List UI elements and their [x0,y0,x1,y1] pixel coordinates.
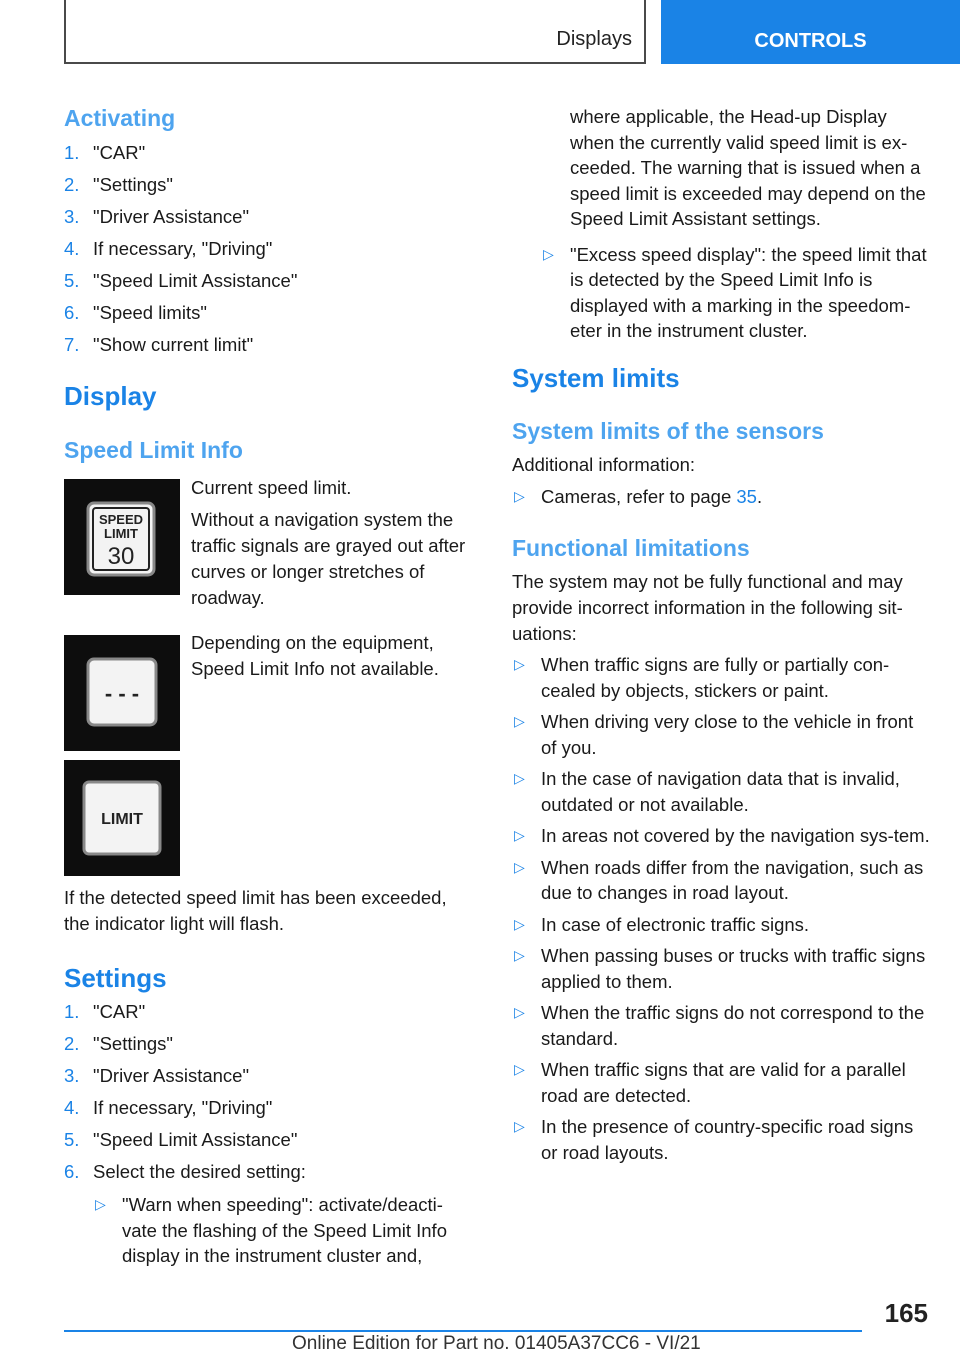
header-section-title: Displays [556,28,632,50]
list-item: 2. "Settings" [64,1033,173,1054]
current-limit-text: Current speed limit. [191,477,352,498]
list-item: ▷ When traffic signs are fully or partially con-cealed by objects, stickers or paint. [514,654,890,701]
triangle-bullet-icon: ▷ [514,713,525,729]
activating-steps [64,137,474,361]
speed-limit-30-sign-image [64,479,180,595]
functional-limitations-heading: Functional limitations [512,535,750,561]
list-item: ▷ When the traffic signs do not correspond to the standard. [514,1002,925,1049]
settings-suboptions [93,1192,475,1275]
list-item: ▷ "Warn when speeding": activate/deacti-vate the flashing of the Speed Limit Info display in the instrument cluster and, [95,1194,447,1266]
nav-note-text: Without a navigation system the traffic signals are grayed out after curves or longer stretches of roadway. [191,509,466,608]
speed-limit-info-heading: Speed Limit Info [64,437,243,463]
page-number: 165 [884,1298,928,1328]
sign-limit-text: LIMIT [104,526,138,541]
list-item: 7. "Show current limit" [64,334,254,355]
list-item: ▷ When roads differ from the navigation, such as due to changes in road layout. [514,856,924,903]
system-limits-heading: System limits [512,363,680,393]
list-item: 2. "Settings" [64,174,173,195]
settings-heading: Settings [64,963,167,993]
triangle-bullet-icon: ▷ [514,858,525,875]
header-section-box [64,0,646,64]
sign-value-text: 30 [107,543,135,570]
list-item: ▷ When traffic signs that are valid for a parallel road are detected. [514,1059,906,1106]
list-item: 3. "Driver Assistance" [64,206,250,227]
triangle-bullet-icon: ▷ [514,1061,525,1077]
cameras-page-link[interactable]: 35 [736,486,757,507]
triangle-bullet-icon: ▷ [514,1118,525,1134]
list-item: ▷ In areas not covered by the navigation sys-tem. [512,823,932,849]
list-item: ▷ In the presence of country-specific road signs or road layouts. [514,1116,914,1163]
list-item: 4. If necessary, "Driving" [64,1097,273,1118]
list-item: 4. If necessary, "Driving" [64,238,273,259]
sign-speed-text: SPEED [98,512,144,527]
list-item: 5. "Speed Limit Assistance" [64,270,298,291]
triangle-bullet-icon: ▷ [514,947,525,963]
header-chapter-tab[interactable]: CONTROLS [661,0,960,64]
speed-limit-unavailable-sign-image [64,635,180,751]
triangle-bullet-icon: ▷ [514,827,525,843]
footer-edition-text: Online Edition for Part no. 01405A37CC6 - VI/21 [292,1333,701,1354]
list-item: ▷ Cameras, refer to page 35. [512,484,932,510]
list-item: ▷ When driving very close to the vehicle in front of you. [514,711,914,758]
triangle-bullet-icon: ▷ [514,770,525,786]
functional-intro-text: The system may not be fully functional and may provide incorrect information in the following sit-uations: [512,571,903,644]
list-item: ▷ "Excess speed display": the speed limit that is detected by the Speed Limit Info is displayed with a marking in the speedom-eter in the instrument cluster. [543,243,927,341]
exceeded-note-text: If the detected speed limit has been exceeded, the indicator light will flash. [64,887,447,934]
triangle-bullet-icon: ▷ [514,656,525,672]
display-heading: Display [64,381,157,411]
speed-limit-indicator-sign-image [64,760,180,876]
triangle-bullet-icon: ▷ [543,245,554,262]
sensors-list [512,484,932,516]
triangle-bullet-icon: ▷ [514,915,525,932]
activating-heading: Activating [64,105,176,131]
list-item: where applicable, the Head-up Display when the currently valid speed limit is ex-ceeded. The warning that is issued when a speed limit is exceeded may depend on the Speed Limit Assistant settings. [570,106,926,229]
list-item: 1. "CAR" [64,142,146,163]
sign-limit-indicator-text: LIMIT [101,811,143,828]
list-item: ▷ When passing buses or trucks with traffic signs applied to them. [514,945,926,992]
sign-dashes-text: - - - [104,681,140,706]
list-item: 5. "Speed Limit Assistance" [64,1129,298,1150]
footer-divider [64,1330,862,1332]
list-item: 6. Select the desired setting: [64,1161,306,1182]
triangle-bullet-icon: ▷ [95,1196,106,1212]
sensors-heading: System limits of the sensors [512,418,824,444]
settings-suboptions-continued [541,104,932,350]
list-item: 3. "Driver Assistance" [64,1065,250,1086]
not-available-text: Depending on the equipment, Speed Limit Info not available. [191,632,439,679]
list-item: ▷ In case of electronic traffic signs. [512,912,932,938]
settings-steps [64,996,474,1188]
triangle-bullet-icon: ▷ [514,1004,525,1020]
list-item: 6. "Speed limits" [64,302,207,323]
additional-info-text: Additional information: [512,454,696,475]
list-item: ▷ In the case of navigation data that is invalid, outdated or not available. [514,768,900,815]
list-item: 1. "CAR" [64,1001,146,1022]
functional-limitations-list [512,652,932,1171]
triangle-bullet-icon: ▷ [514,488,525,504]
